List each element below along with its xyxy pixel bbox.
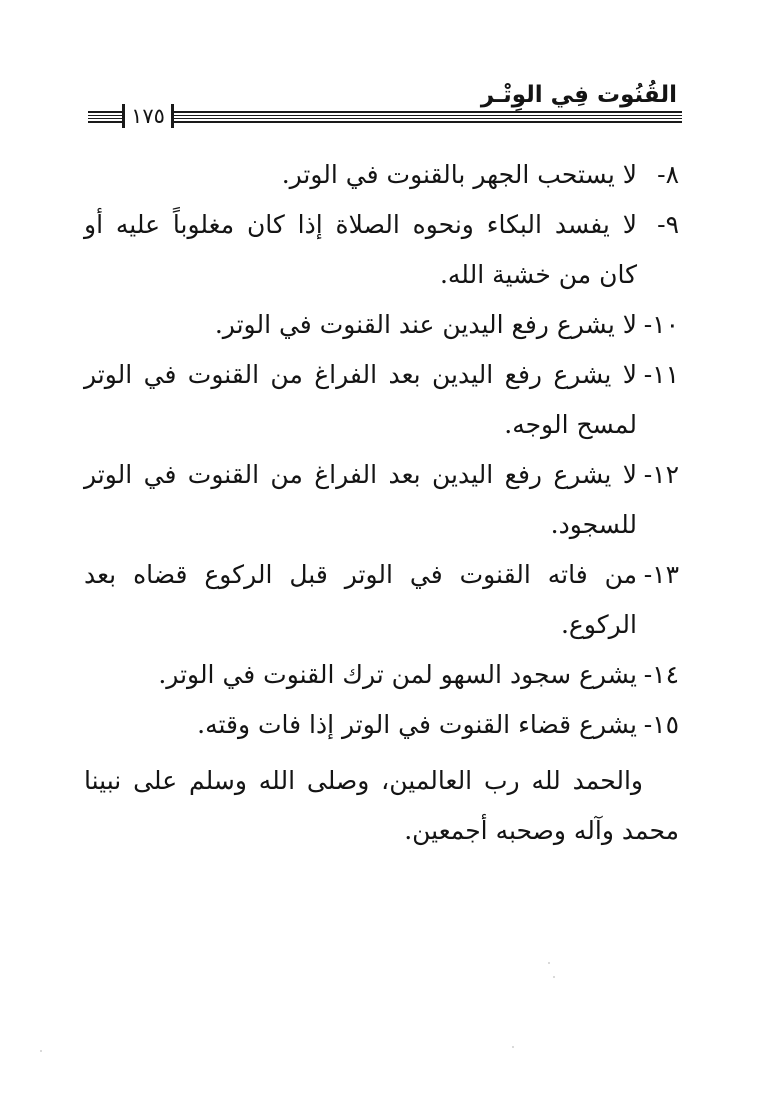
item-number: ٩- bbox=[657, 210, 679, 239]
item-text: لا يشرع رفع اليدين بعد الفراغ من القنوت في الوتر لمسح الوجه. bbox=[84, 360, 637, 439]
item-number: ١٠- bbox=[643, 310, 679, 339]
item-text: لا يشرع رفع اليدين عند القنوت في الوتر. bbox=[214, 310, 637, 339]
list-item-12 bbox=[84, 450, 679, 550]
scan-speck bbox=[40, 1050, 42, 1052]
item-text: يشرع قضاء القنوت في الوتر إذا فات وقته. bbox=[197, 710, 637, 739]
item-number: ١٥- bbox=[643, 710, 679, 739]
list-item-10 bbox=[84, 300, 679, 350]
page-number: ١٧٥ bbox=[122, 104, 174, 128]
page-content bbox=[84, 150, 679, 881]
item-number: ١١- bbox=[643, 360, 679, 389]
list-item-15 bbox=[84, 700, 679, 750]
scan-speck bbox=[548, 962, 550, 964]
scan-speck bbox=[512, 1046, 514, 1048]
item-number: ٨- bbox=[657, 160, 679, 189]
scan-speck bbox=[553, 976, 555, 978]
item-text: من فاته القنوت في الوتر قبل الركوع قضاه بعد الركوع. bbox=[84, 560, 637, 639]
item-text: يشرع سجود السهو لمن ترك القنوت في الوتر. bbox=[158, 660, 637, 689]
item-number: ١٤- bbox=[643, 660, 679, 689]
item-text: لا يفسد البكاء ونحوه الصلاة إذا كان مغلوباً عليه أو كان من خشية الله. bbox=[84, 210, 637, 289]
list-item-14 bbox=[84, 650, 679, 700]
closing-paragraph: والحمد لله رب العالمين، وصلى الله وسلم على نبينا محمد وآله وصحبه أجمعين. bbox=[84, 766, 679, 845]
list-item-9 bbox=[84, 200, 679, 300]
list-item-13 bbox=[84, 550, 679, 650]
header-rule bbox=[88, 110, 682, 124]
item-number: ١٢- bbox=[643, 460, 679, 489]
item-text: لا يستحب الجهر بالقنوت في الوتر. bbox=[281, 160, 637, 189]
item-number: ١٣- bbox=[643, 560, 679, 589]
list-item-11 bbox=[84, 350, 679, 450]
running-title: القُنُوت فِي الوِتْـر bbox=[480, 82, 677, 108]
list-item-8 bbox=[84, 150, 679, 200]
item-text: لا يشرع رفع اليدين بعد الفراغ من القنوت في الوتر للسجود. bbox=[84, 460, 637, 539]
